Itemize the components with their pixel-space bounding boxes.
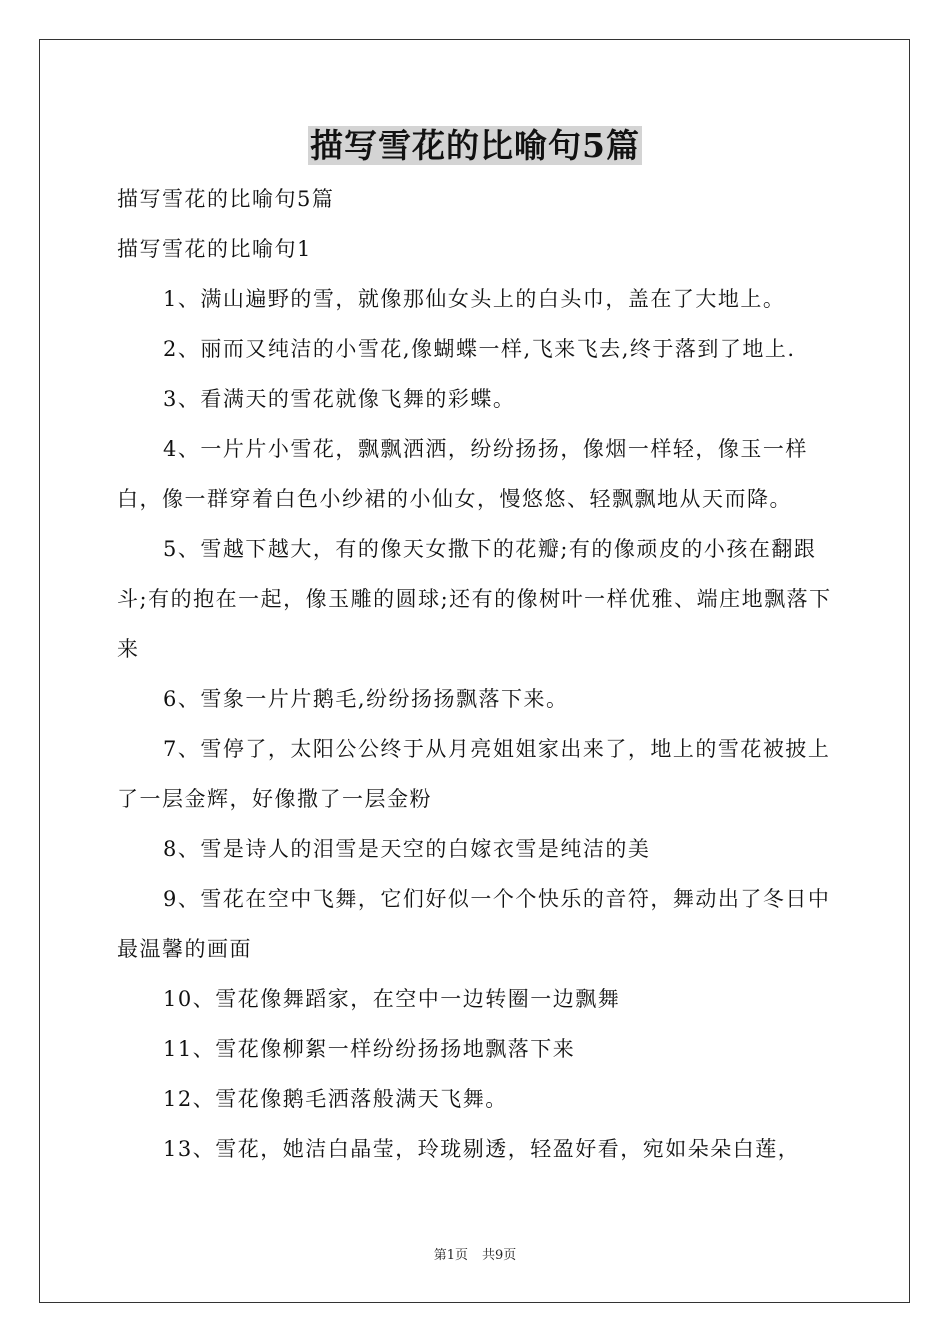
list-item: 2、丽而又纯洁的小雪花,像蝴蝶一样,飞来飞去,终于落到了地上.	[163, 337, 796, 361]
intro-line: 描写雪花的比喻句5篇	[117, 187, 335, 211]
list-item: 10、雪花像舞蹈家，在空中一边转圈一边飘舞	[163, 987, 621, 1011]
list-item: 12、雪花像鹅毛洒落般满天飞舞。	[163, 1087, 508, 1111]
title-text: 描写雪花的比喻句5篇	[310, 126, 640, 165]
list-item: 8、雪是诗人的泪雪是天空的白嫁衣雪是纯洁的美	[163, 837, 651, 861]
document-body	[117, 174, 847, 1174]
list-item: 11、雪花像柳絮一样纷纷扬扬地飘落下来	[163, 1037, 576, 1061]
page-footer	[0, 1247, 950, 1265]
document-title	[0, 122, 950, 170]
list-item: 4、一片片小雪花，飘飘洒洒，纷纷扬扬，像烟一样轻，像玉一样白，像一群穿着白色小纱裙的小仙女，慢悠悠、轻飘飘地从天而降。	[117, 437, 808, 511]
section-heading: 描写雪花的比喻句1	[117, 237, 312, 261]
list-item: 13、雪花，她洁白晶莹，玲珑剔透，轻盈好看，宛如朵朵白莲，	[163, 1137, 801, 1161]
list-item: 9、雪花在空中飞舞，它们好似一个个快乐的音符，舞动出了冬日中最温馨的画面	[117, 887, 831, 961]
list-item: 5、雪越下越大，有的像天女撒下的花瓣;有的像顽皮的小孩在翻跟斗;有的抱在一起，像玉雕的圆球;还有的像树叶一样优雅、端庄地飘落下来	[117, 537, 832, 661]
page-number: 第1页	[433, 1248, 468, 1263]
list-item: 7、雪停了，太阳公公终于从月亮姐姐家出来了，地上的雪花被披上了一层金辉，好像撒了一层金粉	[117, 737, 831, 811]
list-item: 1、满山遍野的雪，就像那仙女头上的白头巾，盖在了大地上。	[163, 287, 786, 311]
list-item: 6、雪象一片片鹅毛,纷纷扬扬飘落下来。	[163, 687, 569, 711]
list-item: 3、看满天的雪花就像飞舞的彩蝶。	[163, 387, 516, 411]
page-total: 共9页	[482, 1248, 517, 1263]
